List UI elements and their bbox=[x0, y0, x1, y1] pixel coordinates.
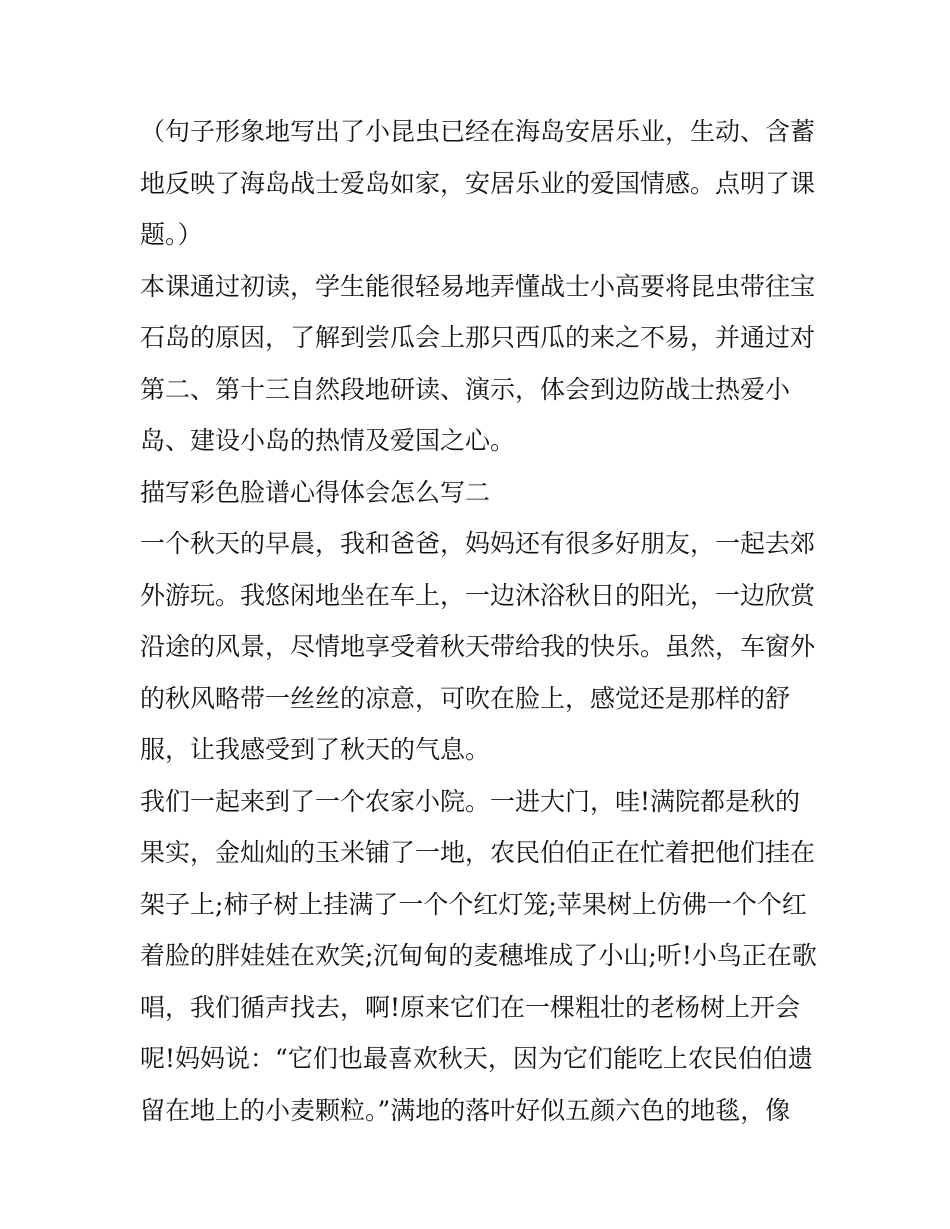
text-line: 地反映了海岛战士爱岛如家，安居乐业的爱国情感。点明了课 bbox=[140, 168, 816, 198]
text-line: 外游玩。我悠闲地坐在车上，一边沐浴秋日的阳光，一边欣赏 bbox=[140, 580, 816, 610]
text-line: 沿途的风景，尽情地享受着秋天带给我的快乐。虽然，车窗外 bbox=[140, 632, 816, 661]
text-line: 石岛的原因，了解到尝瓜会上那只西瓜的来之不易，并通过对 bbox=[140, 323, 816, 352]
text-line: 岛、建设小岛的热情及爱国之心。 bbox=[140, 426, 516, 455]
text-line: 唱，我们循声找去，啊!原来它们在一棵粗壮的老杨树上开会 bbox=[140, 992, 801, 1022]
text-line: 呢!妈妈说：“它们也最喜欢秋天，因为它们能吃上农民伯伯遗 bbox=[140, 1044, 813, 1073]
text-line: 题。） bbox=[140, 220, 203, 249]
text-line: 服，让我感受到了秋天的气息。 bbox=[140, 735, 491, 764]
text-line: （句子形象地写出了小昆虫已经在海岛安居乐业，生动、含蓄 bbox=[140, 117, 816, 146]
text-line: 留在地上的小麦颗粒。”满地的落叶好似五颜六色的地毯，像 bbox=[140, 1095, 791, 1125]
text-line: 的秋风略带一丝丝的凉意，可吹在脸上，感觉还是那样的舒 bbox=[140, 683, 791, 713]
section-heading: 描写彩色脸谱心得体会怎么写二 bbox=[140, 477, 491, 507]
text-line: 架子上;柿子树上挂满了一个个红灯笼;苹果树上仿佛一个个红 bbox=[140, 889, 807, 919]
text-line: 一个秋天的早晨，我和爸爸，妈妈还有很多好朋友，一起去郊 bbox=[140, 529, 816, 558]
text-line: 本课通过初读，学生能很轻易地弄懂战士小高要将昆虫带往宝 bbox=[140, 271, 816, 301]
text-line: 着脸的胖娃娃在欢笑;沉甸甸的麦穗堆成了小山;听!小鸟正在歌 bbox=[140, 941, 817, 970]
text-line: 果实，金灿灿的玉米铺了一地，农民伯伯正在忙着把他们挂在 bbox=[140, 838, 816, 867]
text-line: 第二、第十三自然段地研读、演示，体会到边防战士热爱小 bbox=[140, 374, 791, 404]
text-line: 我们一起来到了一个农家小院。一进大门，哇!满院都是秋的 bbox=[140, 786, 801, 816]
document-body bbox=[140, 106, 820, 1136]
